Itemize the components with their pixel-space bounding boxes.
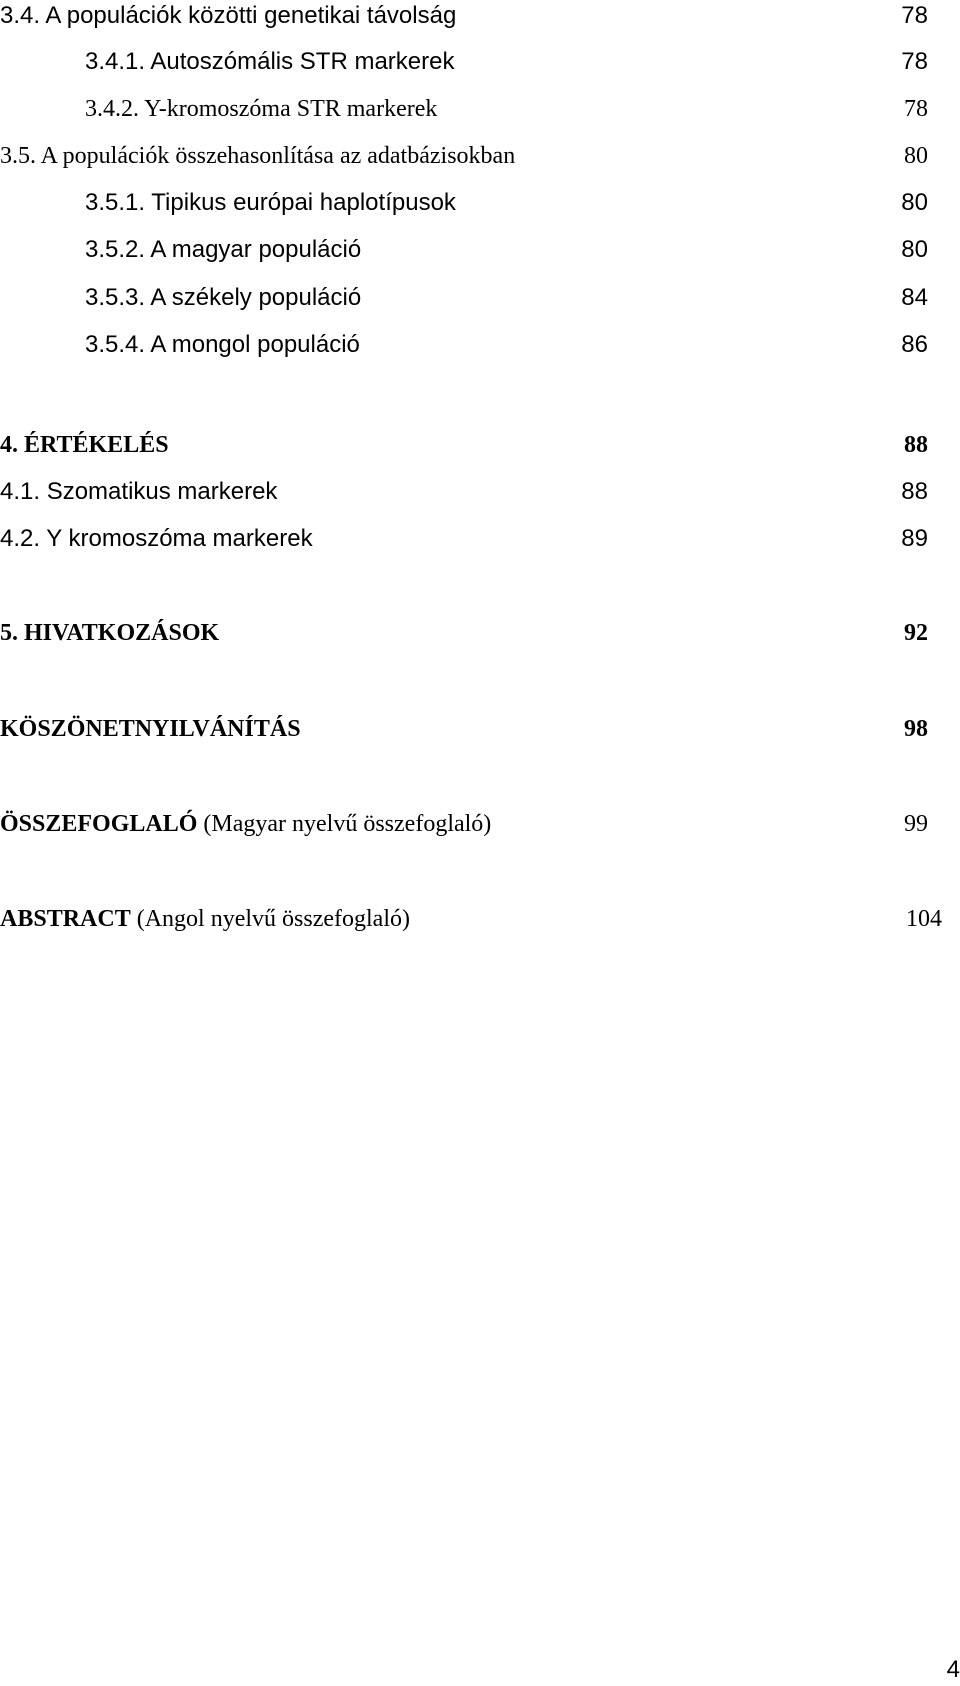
toc-entry-page: 92 xyxy=(904,620,928,646)
toc-entry-page: 78 xyxy=(901,2,928,29)
toc-entry-title: 4. ÉRTÉKELÉS xyxy=(0,432,169,458)
toc-entry-title: 4.1. Szomatikus markerek xyxy=(0,478,278,505)
toc-entry xyxy=(0,0,960,36)
toc-entry-page: 88 xyxy=(904,432,928,458)
toc-entry xyxy=(0,425,960,465)
toc-entry-title: 3.5.2. A magyar populáció xyxy=(85,236,362,263)
toc-entry-title: 3.4.2. Y-kromoszóma STR markerek xyxy=(85,96,438,122)
toc-entry-title: 4.2. Y kromoszóma markerek xyxy=(0,525,313,552)
toc-entry-title xyxy=(0,899,410,939)
toc-entry-page: 99 xyxy=(904,811,928,837)
toc-entry-title-rest: (Angol nyelvű összefoglaló) xyxy=(130,906,410,932)
toc-entry-page: 86 xyxy=(901,331,928,358)
toc-entry xyxy=(0,613,960,653)
toc-entry-page: 80 xyxy=(904,143,928,169)
toc-entry xyxy=(0,183,960,223)
toc-entry xyxy=(0,136,960,176)
toc-entry xyxy=(0,519,960,559)
toc-entry-title: 5. HIVATKOZÁSOK xyxy=(0,620,220,646)
toc-entry-title: KÖSZÖNETNYILVÁNÍTÁS xyxy=(0,716,301,742)
toc-entry xyxy=(0,709,960,749)
toc-entry xyxy=(0,89,960,129)
toc-entry-title-rest: (Magyar nyelvű összefoglaló) xyxy=(197,811,492,837)
toc-entry-title: 3.4.1. Autoszómális STR markerek xyxy=(85,48,455,75)
toc-entry-page: 80 xyxy=(901,236,928,263)
toc-entry-page: 89 xyxy=(901,525,928,552)
toc-entry-title-bold: ABSTRACT xyxy=(0,906,131,932)
toc-entry-title: 3.5.4. A mongol populáció xyxy=(85,331,360,358)
toc-entry xyxy=(0,899,960,939)
toc-entry-page: 98 xyxy=(904,716,928,742)
toc-entry-title xyxy=(0,804,491,844)
toc-entry xyxy=(0,472,960,512)
toc-entry xyxy=(0,325,960,365)
toc-entry-page: 104 xyxy=(906,906,942,932)
toc-entry-page: 80 xyxy=(901,189,928,216)
toc-entry xyxy=(0,278,960,318)
toc-entry-title: 3.4. A populációk közötti genetikai távolság xyxy=(0,2,457,29)
toc-entry-title: 3.5.1. Tipikus európai haplotípusok xyxy=(85,189,456,216)
toc-entry-page: 78 xyxy=(904,96,928,122)
toc-entry-title: 3.5. A populációk összehasonlítása az adatbázisokban xyxy=(0,143,516,169)
toc-entry xyxy=(0,804,960,844)
toc-entry xyxy=(0,230,960,270)
toc-entry-page: 88 xyxy=(901,478,928,505)
toc-entry-page: 84 xyxy=(901,284,928,311)
toc-entry-title: 3.5.3. A székely populáció xyxy=(85,284,362,311)
toc-entry xyxy=(0,42,960,82)
toc-entry-page: 78 xyxy=(901,48,928,75)
page-number: 4 xyxy=(946,1656,960,1683)
toc-entry-title-bold: ÖSSZEFOGLALÓ xyxy=(0,811,198,837)
